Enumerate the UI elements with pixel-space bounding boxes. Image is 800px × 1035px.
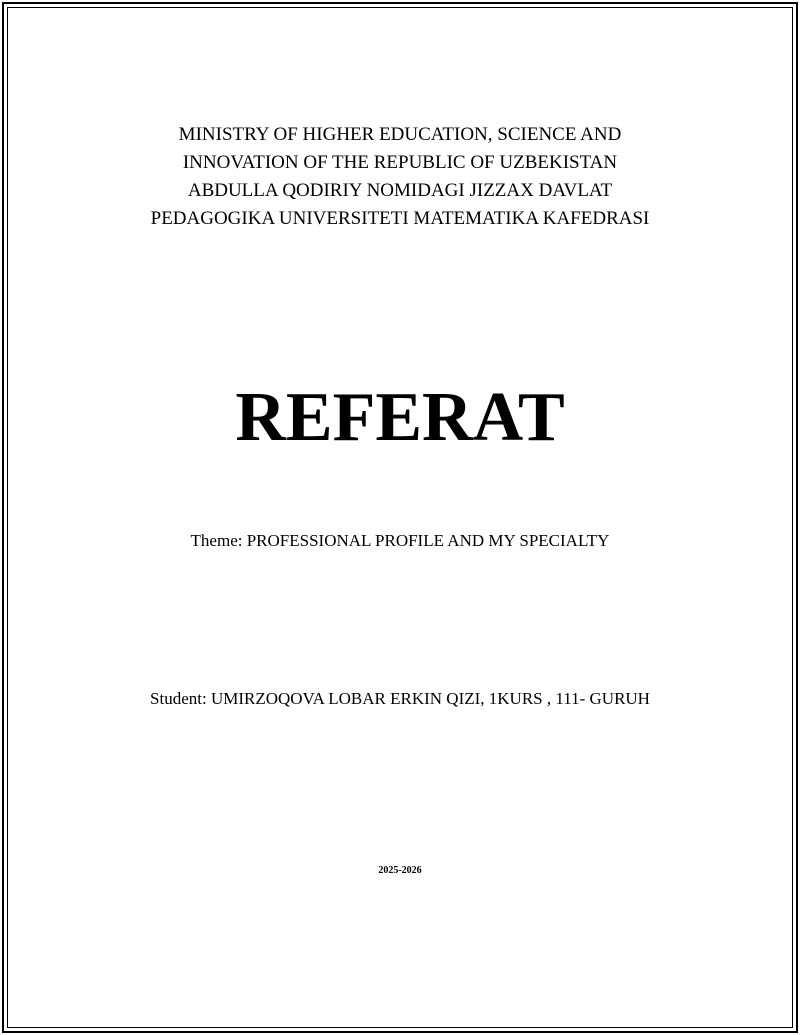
- institution-header: [0, 121, 800, 233]
- institution-header-line: INNOVATION OF THE REPUBLIC OF UZBEKISTAN: [182, 152, 618, 173]
- document-title: REFERAT: [235, 379, 565, 456]
- institution-header-line: ABDULLA QODIRIY NOMIDAGI JIZZAX DAVLAT: [187, 180, 613, 201]
- student-info: Student: UMIRZOQOVA LOBAR ERKIN QIZI, 1KURS , 111- GURUH: [150, 689, 650, 708]
- academic-year: 2025-2026: [378, 865, 422, 876]
- institution-header-line: PEDAGOGIKA UNIVERSITETI MATEMATIKA KAFEDRASI: [150, 208, 650, 229]
- institution-header-line: MINISTRY OF HIGHER EDUCATION, SCIENCE AND: [178, 124, 622, 145]
- theme-text: Theme: PROFESSIONAL PROFILE AND MY SPECIALTY: [190, 531, 610, 550]
